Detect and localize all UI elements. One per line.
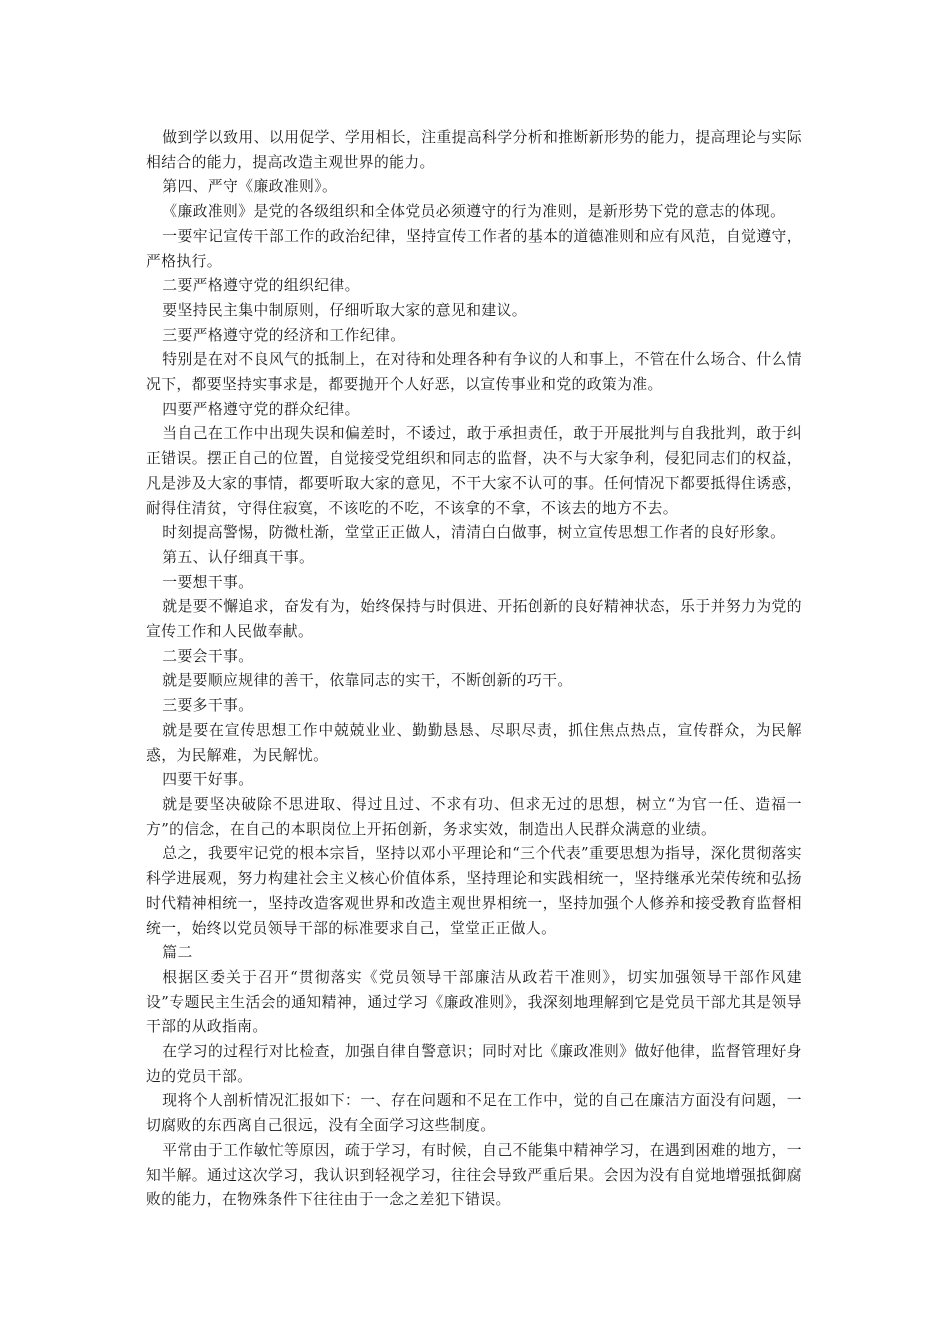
paragraph: 就是要在宣传思想工作中兢兢业业、勤勤恳恳、尽职尽责，抓住焦点热点，宣传群众，为民解惑，为民解难，为民解忧。: [146, 721, 802, 764]
paragraph: 就是要坚决破除不思进取、得过且过、不求有功、但求无过的思想，树立“为官一任、造福一方”的信念，在自己的本职岗位上开拓创新，务求实效，制造出人民群众满意的业绩。: [146, 795, 802, 838]
section-heading: 篇二: [162, 944, 193, 962]
paragraph: 在学习的过程行对比检查，加强自律自警意识；同时对比《廉政准则》做好他律，监督管理好身边的党员干部。: [146, 1043, 802, 1085]
sub-heading: 三要严格遵守党的经济和工作纪律。: [162, 326, 406, 344]
paragraph: 特别是在对不良风气的抵制上，在对待和处理各种有争议的人和事上，不管在什么场合、什么情况下，都要坚持实事求是，都要抛开个人好恶，以宣传事业和党的政策为准。: [146, 351, 802, 394]
sub-heading: 二要会干事。: [162, 647, 254, 665]
paragraph: 一要牢记宣传干部工作的政治纪律，坚持宣传工作者的基本的道德准则和应有风范，自觉遵守，严格执行。: [146, 227, 802, 270]
sub-heading: 三要多干事。: [162, 697, 254, 715]
paragraph: 总之，我要牢记党的根本宗旨，坚持以邓小平理论和“三个代表”重要思想为指导，深化贯彻落实科学进展观，努力构建社会主义核心价值体系，坚持理论和实践相统一，坚持继承光荣传统和弘扬时代精神相统一，坚持改造客观世界和改造主观世界相统一，坚持加强个人修养和接受教育监督相统一，始终以党员领导干部的标准要求自己，堂堂正正做人。: [146, 845, 802, 937]
paragraph: 时刻提高警惕，防微杜渐，堂堂正正做人，清清白白做事，树立宣传思想工作者的良好形象。: [162, 524, 786, 542]
paragraph: 就是要不懈追求，奋发有为，始终保持与时俱进、开拓创新的良好精神状态，乐于并努力为党的宣传工作和人民做奉献。: [146, 598, 802, 641]
section-heading: 第五、认仔细真干事。: [162, 548, 315, 566]
document-body: [146, 126, 802, 1213]
paragraph: 要坚持民主集中制原则，仔细听取大家的意见和建议。: [162, 301, 527, 319]
paragraph: 做到学以致用、以用促学、学用相长，注重提高科学分析和推断新形势的能力，提高理论与实际相结合的能力，提高改造主观世界的能力。: [146, 129, 802, 171]
sub-heading: 二要严格遵守党的组织纪律。: [162, 277, 360, 295]
paragraph: 《廉政准则》是党的各级组织和全体党员必须遵守的行为准则，是新形势下党的意志的体现。: [162, 203, 786, 221]
sub-heading: 四要干好事。: [162, 771, 254, 789]
sub-heading: 一要想干事。: [162, 573, 254, 591]
paragraph: 就是要顺应规律的善干，依靠同志的实干，不断创新的巧干。: [162, 672, 573, 690]
section-heading: 第四、严守《廉政准则》。: [162, 178, 338, 196]
paragraph: 平常由于工作敏忙等原因，疏于学习，有时候，自己不能集中精神学习，在遇到困难的地方，一知半解。通过这次学习，我认识到轻视学习，往往会导致严重后果。会因为没有自觉地增强抵御腐败的能力，在物殊条件下往往由于一念之差犯下错误。: [146, 1141, 802, 1209]
paragraph: 现将个人剖析情况汇报如下：一、存在问题和不足在工作中，觉的自己在廉洁方面没有问题，一切腐败的东西离自己很远，没有全面学习这些制度。: [146, 1092, 802, 1135]
sub-heading: 四要严格遵守党的群众纪律。: [162, 400, 360, 418]
paragraph: 根据区委关于召开“贯彻落实《党员领导干部廉洁从政若干准则》，切实加强领导干部作风建设”专题民主生活会的通知精神，通过学习《廉政准则》，我深刻地理解到它是党员干部尤其是领导干部的从政指南。: [146, 968, 802, 1036]
paragraph: 当自己在工作中出现失误和偏差时，不诿过，敢于承担责任，敢于开展批判与自我批判，敢于纠正错误。摆正自己的位置，自觉接受党组织和同志的监督，决不与大家争利，侵犯同志们的权益，凡是涉及大家的事情，都要听取大家的意见，不干大家不认可的事。任何情况下都要抵得住诱惑，耐得住清贫，守得住寂寞，不该吃的不吃，不该拿的不拿，不该去的地方不去。: [146, 425, 802, 517]
